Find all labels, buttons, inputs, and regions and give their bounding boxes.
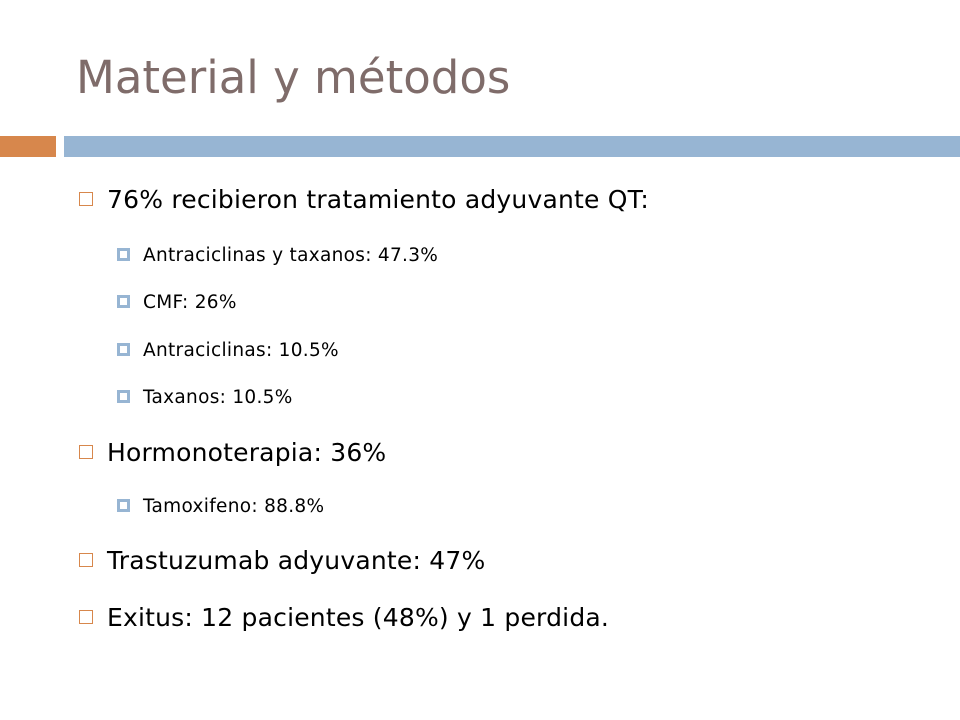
bullet-text: Hormonoterapia: 36%	[107, 438, 387, 467]
sub-bullet-text: CMF: 26%	[143, 292, 237, 313]
framed-square-bullet-icon	[117, 499, 130, 512]
sub-bullet-text: Tamoxifeno: 88.8%	[143, 496, 325, 517]
sub-bullet-text: Taxanos: 10.5%	[143, 387, 293, 408]
framed-square-bullet-icon	[117, 248, 130, 261]
framed-square-bullet-icon	[117, 295, 130, 308]
hollow-square-bullet-icon	[79, 192, 93, 206]
bullet-text: Exitus: 12 pacientes (48%) y 1 perdida.	[107, 603, 610, 632]
bullet-text: 76% recibieron tratamiento adyuvante QT:	[107, 185, 649, 214]
framed-square-bullet-icon	[117, 390, 130, 403]
slide-title: Material y métodos	[76, 51, 511, 104]
bullet-item	[79, 435, 386, 471]
bullet-item	[79, 182, 649, 218]
sub-bullet-item	[117, 493, 324, 521]
sub-bullet-item	[117, 289, 237, 317]
sub-bullet-item	[117, 337, 339, 365]
bullet-item	[79, 600, 609, 636]
hollow-square-bullet-icon	[79, 553, 93, 567]
sub-bullet-item	[117, 384, 293, 412]
hollow-square-bullet-icon	[79, 445, 93, 459]
sub-bullet-text: Antraciclinas y taxanos: 47.3%	[143, 245, 439, 266]
bullet-text: Trastuzumab adyuvante: 47%	[107, 546, 486, 575]
sub-bullet-item	[117, 242, 438, 270]
hollow-square-bullet-icon	[79, 610, 93, 624]
framed-square-bullet-icon	[117, 343, 130, 356]
sub-bullet-text: Antraciclinas: 10.5%	[143, 340, 339, 361]
bullet-item	[79, 543, 485, 579]
